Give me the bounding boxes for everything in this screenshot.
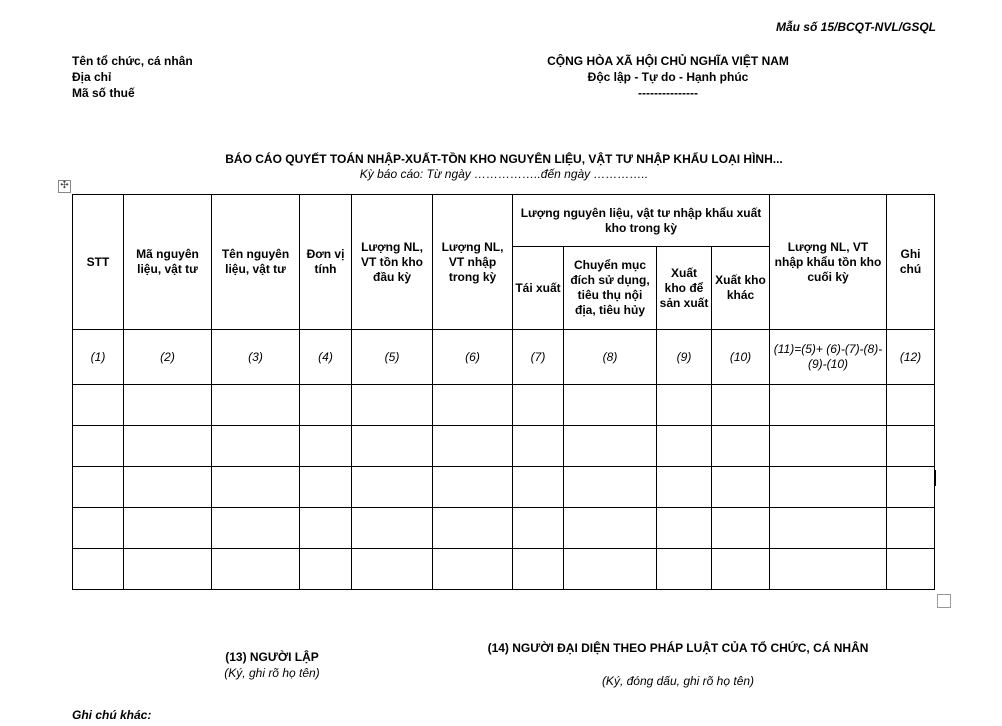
table-cell[interactable] — [124, 549, 212, 590]
index-cell: (5) — [352, 330, 433, 385]
table-cell[interactable] — [352, 467, 433, 508]
header-stt: STT — [73, 195, 124, 330]
header-imported: Lượng NL, VT nhập trong kỳ — [433, 195, 513, 330]
table-cell[interactable] — [770, 426, 887, 467]
table-cell[interactable] — [124, 467, 212, 508]
table-cell[interactable] — [300, 508, 352, 549]
table-cell[interactable] — [564, 508, 657, 549]
table-cell[interactable] — [433, 508, 513, 549]
table-cell[interactable] — [712, 385, 770, 426]
table-cell[interactable] — [433, 467, 513, 508]
table-cell[interactable] — [433, 385, 513, 426]
table-cell[interactable] — [212, 549, 300, 590]
table-cell[interactable] — [657, 467, 712, 508]
org-name: Tên tổ chức, cá nhân — [72, 54, 193, 68]
table-cell[interactable] — [564, 467, 657, 508]
header-other: Xuất kho khác — [712, 247, 770, 330]
table-cell[interactable] — [352, 508, 433, 549]
index-cell: (7) — [513, 330, 564, 385]
table-cell[interactable] — [352, 385, 433, 426]
table-cell[interactable] — [887, 426, 935, 467]
report-title: BÁO CÁO QUYẾT TOÁN NHẬP-XUẤT-TỒN KHO NGUYÊN LIỆU, VẬT TƯ NHẬP KHẨU LOẠI HÌNH... — [225, 152, 783, 166]
table-move-handle-icon[interactable]: ✣ — [58, 180, 71, 193]
index-cell: (4) — [300, 330, 352, 385]
header-code: Mã nguyên liệu, vật tư — [124, 195, 212, 330]
table-cell[interactable] — [712, 467, 770, 508]
header-closing: Lượng NL, VT nhập khẩu tồn kho cuối kỳ — [770, 195, 887, 330]
table-cell[interactable] — [352, 426, 433, 467]
table-cell[interactable] — [300, 467, 352, 508]
table-cell[interactable] — [657, 426, 712, 467]
index-cell: (10) — [712, 330, 770, 385]
table-cell[interactable] — [712, 426, 770, 467]
table-cell[interactable] — [564, 426, 657, 467]
org-address: Địa chỉ — [72, 70, 112, 84]
nation-divider: --------------- — [638, 86, 698, 100]
table-cell[interactable] — [513, 426, 564, 467]
index-cell: (2) — [124, 330, 212, 385]
index-cell: (6) — [433, 330, 513, 385]
table-cell[interactable] — [300, 426, 352, 467]
table-cell[interactable] — [513, 467, 564, 508]
table-cell[interactable] — [212, 508, 300, 549]
header-unit: Đơn vị tính — [300, 195, 352, 330]
table-row — [73, 549, 935, 590]
table-cell[interactable] — [770, 467, 887, 508]
table-cell[interactable] — [352, 549, 433, 590]
table-cell[interactable] — [657, 385, 712, 426]
index-cell: (9) — [657, 330, 712, 385]
table-cell[interactable] — [124, 508, 212, 549]
form-number: Mẫu số 15/BCQT-NVL/GSQL — [775, 20, 936, 34]
preparer-title: (13) NGƯỜI LẬP — [225, 650, 319, 664]
text-cursor — [935, 470, 936, 486]
table-cell[interactable] — [513, 549, 564, 590]
table-resize-handle-icon[interactable] — [937, 594, 951, 608]
table-cell[interactable] — [887, 508, 935, 549]
header-notes: Ghi chú — [887, 195, 935, 330]
table-cell[interactable] — [712, 508, 770, 549]
table-cell[interactable] — [433, 426, 513, 467]
table-cell[interactable] — [212, 426, 300, 467]
table-cell[interactable] — [770, 385, 887, 426]
report-period: Kỳ báo cáo: Từ ngày ……………..đến ngày ………….. — [359, 167, 649, 181]
nation-motto: Độc lập - Tự do - Hạnh phúc — [587, 70, 749, 84]
table-cell[interactable] — [73, 508, 124, 549]
report-table — [72, 194, 935, 590]
header-production: Xuất kho để sản xuất — [657, 247, 712, 330]
table-cell[interactable] — [657, 508, 712, 549]
header-opening: Lượng NL, VT tồn kho đầu kỳ — [352, 195, 433, 330]
representative-note: (Ký, đóng dấu, ghi rõ họ tên) — [601, 674, 755, 688]
nation-name: CỘNG HÒA XÃ HỘI CHỦ NGHĨA VIỆT NAM — [547, 54, 789, 68]
table-cell[interactable] — [513, 508, 564, 549]
table-row — [73, 426, 935, 467]
table-cell[interactable] — [564, 549, 657, 590]
index-cell: (11)=(5)+ (6)-(7)-(8)- (9)-(10) — [770, 330, 887, 385]
header-reexport: Tái xuất — [513, 247, 564, 330]
header-name: Tên nguyên liệu, vật tư — [212, 195, 300, 330]
table-cell[interactable] — [212, 385, 300, 426]
table-cell[interactable] — [300, 385, 352, 426]
index-cell: (3) — [212, 330, 300, 385]
table-cell[interactable] — [657, 549, 712, 590]
representative-title: (14) NGƯỜI ĐẠI DIỆN THEO PHÁP LUẬT CỦA TỔ CHỨC, CÁ NHÂN — [487, 641, 869, 655]
header-exported-group: Lượng nguyên liệu, vật tư nhập khẩu xuất kho trong kỳ — [513, 195, 770, 247]
index-row — [73, 330, 935, 385]
table-cell[interactable] — [770, 549, 887, 590]
table-cell[interactable] — [124, 385, 212, 426]
table-cell[interactable] — [712, 549, 770, 590]
table-row — [73, 385, 935, 426]
table-cell[interactable] — [887, 549, 935, 590]
table-cell[interactable] — [124, 426, 212, 467]
table-cell[interactable] — [564, 385, 657, 426]
index-cell: (8) — [564, 330, 657, 385]
index-cell: (12) — [887, 330, 935, 385]
header-repurpose: Chuyển mục đích sử dụng, tiêu thụ nội địa, tiêu hủy — [564, 247, 657, 330]
org-tax: Mã số thuế — [72, 86, 135, 100]
table-row — [73, 467, 935, 508]
preparer-note: (Ký, ghi rõ họ tên) — [224, 666, 320, 680]
table-cell[interactable] — [887, 385, 935, 426]
table-cell[interactable] — [212, 467, 300, 508]
table-cell[interactable] — [73, 385, 124, 426]
other-notes-label: Ghi chú khác: — [72, 708, 152, 722]
table-cell[interactable] — [300, 549, 352, 590]
table-cell[interactable] — [887, 467, 935, 508]
table-cell[interactable] — [73, 426, 124, 467]
table-cell[interactable] — [73, 549, 124, 590]
table-row — [73, 508, 935, 549]
table-cell[interactable] — [513, 385, 564, 426]
table-cell[interactable] — [770, 508, 887, 549]
table-cell[interactable] — [433, 549, 513, 590]
table-cell[interactable] — [73, 467, 124, 508]
index-cell: (1) — [73, 330, 124, 385]
